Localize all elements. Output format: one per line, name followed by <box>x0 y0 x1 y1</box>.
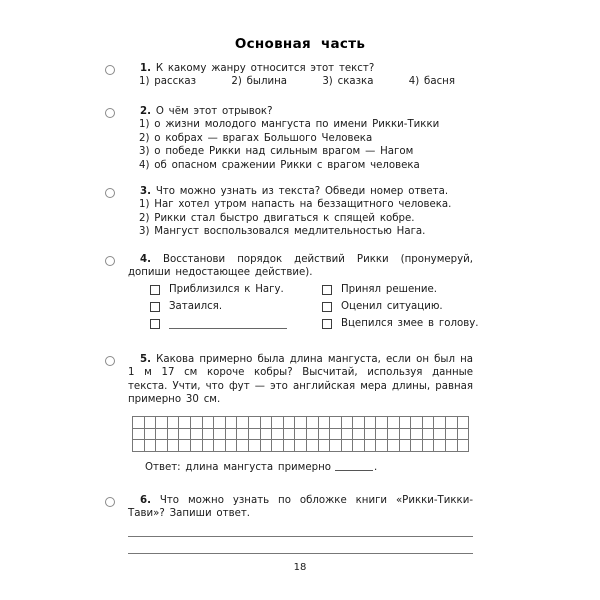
question-5-answer-line <box>145 462 377 473</box>
question-6-number: 6. <box>140 495 151 506</box>
checkbox-icon[interactable] <box>150 285 160 295</box>
checkbox-item[interactable] <box>150 284 322 295</box>
grid-cell[interactable] <box>423 417 435 429</box>
grid-cell[interactable] <box>237 417 249 429</box>
grid-cell[interactable] <box>249 440 261 452</box>
question-2-option-2[interactable]: 2) о кобрах — врагах Большого Человека <box>139 132 373 144</box>
grid-cell[interactable] <box>376 429 388 441</box>
question-1-option-4[interactable]: 4) басня <box>408 76 455 88</box>
grid-cell[interactable] <box>307 440 319 452</box>
grid-cell[interactable] <box>179 429 191 441</box>
grid-cell[interactable] <box>330 429 342 441</box>
grid-cell[interactable] <box>353 417 365 429</box>
grid-cell[interactable] <box>319 417 331 429</box>
grid-cell[interactable] <box>226 440 238 452</box>
grid-cell[interactable] <box>458 417 470 429</box>
answer-prefix: Ответ: длина мангуста примерно <box>145 462 331 473</box>
grid-cell[interactable] <box>307 429 319 441</box>
grid-cell[interactable] <box>145 429 157 441</box>
grid-cell[interactable] <box>272 417 284 429</box>
checkbox-label: Оценил ситуацию. <box>341 301 443 312</box>
grid-cell[interactable] <box>411 440 423 452</box>
question-2-option-1[interactable]: 1) о жизни молодого мангуста по имени Рикки-Тикки <box>139 119 440 131</box>
grid-cell[interactable] <box>168 440 180 452</box>
question-4-number: 4. <box>140 254 151 265</box>
checkbox-label: Затаился. <box>169 301 223 312</box>
grid-cell[interactable] <box>330 417 342 429</box>
checkbox-row <box>150 298 480 315</box>
question-6-write-line-2[interactable] <box>128 553 473 554</box>
grid-cell[interactable] <box>365 417 377 429</box>
grid-cell[interactable] <box>458 429 470 441</box>
grid-cell[interactable] <box>434 417 446 429</box>
grid-cell[interactable] <box>191 429 203 441</box>
grid-cell[interactable] <box>145 417 157 429</box>
question-3-prompt-line <box>128 185 473 198</box>
grid-cell[interactable] <box>434 440 446 452</box>
grid-cell[interactable] <box>365 429 377 441</box>
grid-cell[interactable] <box>295 429 307 441</box>
question-3-option-1[interactable]: 1) Наг хотел утром напасть на беззащитного человека. <box>139 199 452 211</box>
grid-cell[interactable] <box>156 417 168 429</box>
grid-cell[interactable] <box>376 440 388 452</box>
grid-cell[interactable] <box>237 429 249 441</box>
question-1-number: 1. <box>140 63 151 74</box>
grid-cell[interactable] <box>342 440 354 452</box>
grid-cell[interactable] <box>249 417 261 429</box>
grid-cell[interactable] <box>179 417 191 429</box>
write-in-blank[interactable] <box>169 319 287 329</box>
question-marker-2[interactable] <box>105 108 115 118</box>
grid-cell[interactable] <box>214 429 226 441</box>
grid-cell[interactable] <box>203 417 215 429</box>
grid-cell[interactable] <box>388 429 400 441</box>
grid-cell[interactable] <box>168 417 180 429</box>
question-4-prompt-line <box>128 253 473 280</box>
question-2-number: 2. <box>140 106 151 117</box>
question-4-checkbox-grid <box>150 281 480 332</box>
grid-cell[interactable] <box>214 417 226 429</box>
answer-blank[interactable] <box>335 462 373 471</box>
checkbox-icon[interactable] <box>150 319 160 329</box>
checkbox-icon[interactable] <box>322 302 332 312</box>
question-1-option-2[interactable]: 2) былина <box>231 76 288 88</box>
grid-cell[interactable] <box>423 429 435 441</box>
grid-cell[interactable] <box>388 417 400 429</box>
grid-cell[interactable] <box>284 440 296 452</box>
question-4-prompt: Восстанови порядок действий Рикки (пронумеруй, допиши недостающее действие). <box>128 254 473 279</box>
grid-cell[interactable] <box>226 429 238 441</box>
question-6-prompt-line <box>128 494 473 521</box>
question-5-calculation-grid[interactable] <box>132 416 469 452</box>
grid-cell[interactable] <box>365 440 377 452</box>
grid-cell[interactable] <box>446 429 458 441</box>
grid-cell[interactable] <box>133 417 145 429</box>
grid-cell[interactable] <box>411 417 423 429</box>
checkbox-item[interactable] <box>322 301 480 312</box>
grid-cell[interactable] <box>411 429 423 441</box>
grid-cell[interactable] <box>133 429 145 441</box>
grid-cell[interactable] <box>226 417 238 429</box>
question-3-number: 3. <box>140 186 151 197</box>
checkbox-item[interactable] <box>150 301 322 312</box>
grid-row <box>133 417 469 429</box>
grid-cell[interactable] <box>295 440 307 452</box>
question-block-5 <box>128 353 473 407</box>
grid-cell[interactable] <box>434 429 446 441</box>
question-3-option-3[interactable]: 3) Мангуст воспользовался медлительностью Нага. <box>139 226 426 238</box>
checkbox-row <box>150 315 480 332</box>
question-3-prompt: Что можно узнать из текста? Обведи номер ответа. <box>155 186 449 197</box>
question-marker-3[interactable] <box>105 188 115 198</box>
grid-cell[interactable] <box>261 429 273 441</box>
checkbox-icon[interactable] <box>150 302 160 312</box>
checkbox-label: Принял решение. <box>341 284 437 295</box>
grid-cell[interactable] <box>319 440 331 452</box>
grid-cell[interactable] <box>145 440 157 452</box>
grid-cell[interactable] <box>249 429 261 441</box>
question-1-prompt: К какому жанру относится этот текст? <box>155 63 375 74</box>
grid-cell[interactable] <box>156 429 168 441</box>
grid-cell[interactable] <box>423 440 435 452</box>
grid-cell[interactable] <box>261 440 273 452</box>
grid-cell[interactable] <box>237 440 249 452</box>
grid-cell[interactable] <box>156 440 168 452</box>
checkbox-item[interactable] <box>322 318 480 329</box>
grid-row <box>133 429 469 441</box>
grid-cell[interactable] <box>272 429 284 441</box>
grid-cell[interactable] <box>400 417 412 429</box>
checkbox-label: Приблизился к Нагу. <box>169 284 284 295</box>
grid-cell[interactable] <box>388 440 400 452</box>
grid-cell[interactable] <box>400 440 412 452</box>
checkbox-label: Вцепился змее в голову. <box>341 318 479 329</box>
grid-cell[interactable] <box>307 417 319 429</box>
page-number: 18 <box>293 562 307 573</box>
checkbox-icon[interactable] <box>322 319 332 329</box>
grid-cell[interactable] <box>319 429 331 441</box>
question-6-prompt: Что можно узнать по обложке книги «Рикки-Тикки-Тави»? Запиши ответ. <box>128 495 473 520</box>
grid-cell[interactable] <box>342 417 354 429</box>
grid-cell[interactable] <box>179 440 191 452</box>
question-1-options <box>128 75 473 88</box>
grid-cell[interactable] <box>353 440 365 452</box>
grid-cell[interactable] <box>168 429 180 441</box>
grid-cell[interactable] <box>214 440 226 452</box>
question-block-3 <box>128 185 473 239</box>
checkbox-icon[interactable] <box>322 285 332 295</box>
page-title: Основная часть <box>234 36 366 52</box>
grid-cell[interactable] <box>446 440 458 452</box>
question-6-write-line-1[interactable] <box>128 536 473 537</box>
grid-cell[interactable] <box>446 417 458 429</box>
grid-cell[interactable] <box>295 417 307 429</box>
grid-cell[interactable] <box>191 440 203 452</box>
grid-cell[interactable] <box>376 417 388 429</box>
checkbox-row <box>150 281 480 298</box>
grid-cell[interactable] <box>261 417 273 429</box>
question-3-option-2[interactable]: 2) Рикки стал быстро двигаться к спящей кобре. <box>139 212 415 224</box>
question-marker-4[interactable] <box>105 256 115 266</box>
question-marker-6[interactable] <box>105 497 115 507</box>
question-block-4 <box>128 253 473 280</box>
question-marker-5[interactable] <box>105 356 115 366</box>
grid-cell[interactable] <box>400 429 412 441</box>
grid-cell[interactable] <box>284 429 296 441</box>
grid-cell[interactable] <box>203 429 215 441</box>
checkbox-item[interactable] <box>322 284 480 295</box>
question-block-1 <box>128 62 473 89</box>
checkbox-item-blank[interactable] <box>150 319 322 329</box>
grid-row <box>133 440 469 452</box>
question-1-prompt-line <box>128 62 473 75</box>
grid-cell[interactable] <box>272 440 284 452</box>
question-2-option-4[interactable]: 4) об опасном сражении Рикки с врагом человека <box>139 159 420 171</box>
answer-suffix: . <box>374 462 378 473</box>
grid-cell[interactable] <box>191 417 203 429</box>
question-2-prompt: О чём этот отрывок? <box>155 106 273 117</box>
grid-cell[interactable] <box>284 417 296 429</box>
question-1-option-3[interactable]: 3) сказка <box>322 76 374 88</box>
question-marker-1[interactable] <box>105 65 115 75</box>
question-block-2 <box>128 105 473 172</box>
question-5-prompt: Какова примерно была длина мангуста, если он был на 1 м 17 см короче кобры? Высчитай, используя данные текста. Учти, что фут — это английская мера длины, равная примерно 30 см. <box>128 354 473 406</box>
question-5-number: 5. <box>140 354 151 365</box>
grid-cell[interactable] <box>458 440 470 452</box>
grid-cell[interactable] <box>203 440 215 452</box>
grid-cell[interactable] <box>353 429 365 441</box>
grid-cell[interactable] <box>342 429 354 441</box>
question-1-option-1[interactable]: 1) рассказ <box>139 76 197 88</box>
question-2-option-3[interactable]: 3) о победе Рикки над сильным врагом — Нагом <box>139 146 414 158</box>
grid-cell[interactable] <box>133 440 145 452</box>
question-block-6 <box>128 494 473 521</box>
question-2-prompt-line <box>128 105 473 118</box>
question-5-prompt-line <box>128 353 473 407</box>
grid-cell[interactable] <box>330 440 342 452</box>
